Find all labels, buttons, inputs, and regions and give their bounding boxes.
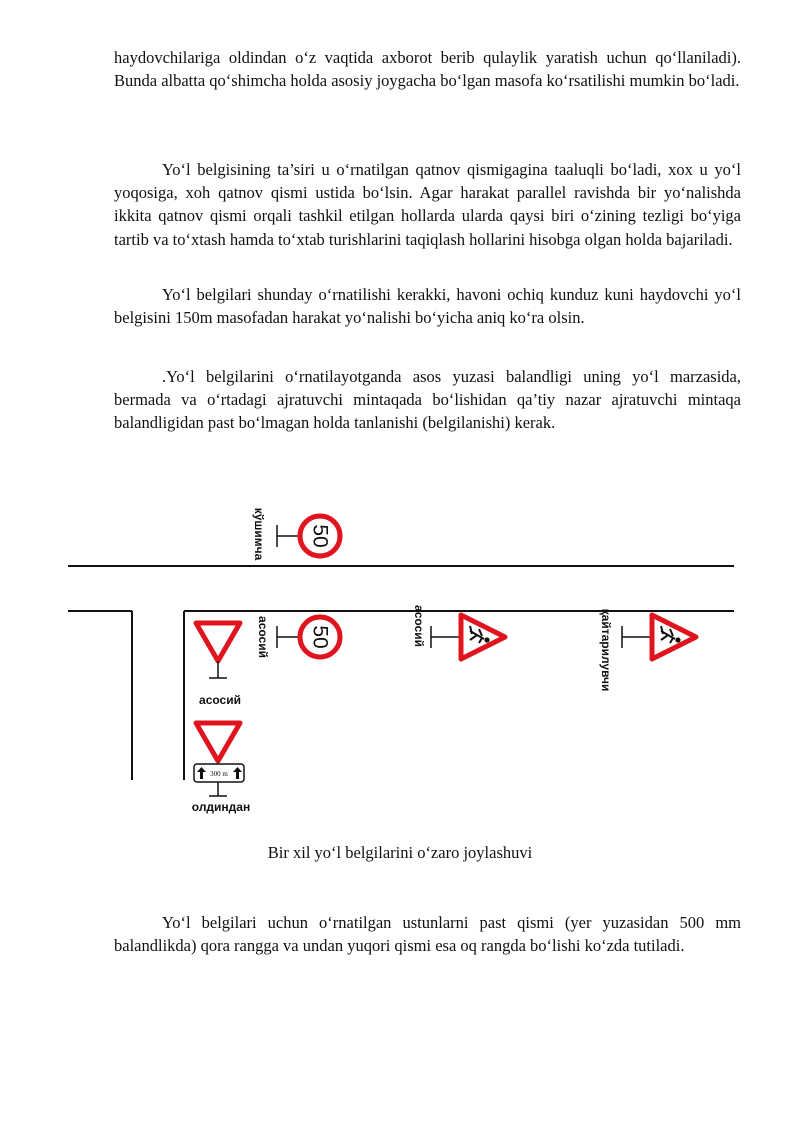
speed-value-label-main: 50	[308, 625, 332, 649]
road-works-sign-repeat	[599, 609, 696, 692]
paragraph-1: haydovchilariga oldindan o‘z vaqtida axborot berib qulaylik yaratish uchun qo‘llaniladi). Bunda albatta qo‘shimcha holda asosiy joygacha bo‘lgan masofa ko‘rsatilishi mumkin bo‘ladi.	[114, 48, 741, 91]
label-main-works: асосий	[412, 605, 426, 647]
yield-sign-advance	[192, 723, 250, 814]
plate-distance-label: 300 m	[210, 770, 228, 778]
yield-sign-main	[196, 623, 241, 707]
figure-caption: Bir xil yo‘l belgilarini o‘zaro joylashuvi	[267, 843, 533, 862]
label-repeat-works: қайтарилувчи	[599, 608, 613, 692]
paragraph-2: Yo‘l belgisining ta’siri u o‘rnatilgan qatnov qismigagina taaluqli bo‘ladi, xox u yo‘l yoqosiga, xoh qatnov qismi ustida bo‘lsin. Agar harakat parallel ravishda bir yo‘nalishda ikkita qatnov qismi orqali tashkil etilgan hollarda ularda qaysi biri o‘zining tezligi bo‘yiga tartib va to‘xtash hamda to‘xtab turishlarini taqiqlash hollarini hisobga olgan holda bajariladi.	[114, 160, 741, 249]
speed-limit-sign-main	[256, 616, 340, 658]
paragraph-5: Yo‘l belgilari uchun o‘rnatilgan ustunlarni past qismi (yer yuzasidan 500 mm balandlikda) qora rangga va undan yuqori qismi esa oq rangda bo‘lishi ko‘zda tutiladi.	[114, 913, 741, 956]
speed-value-label: 50	[308, 524, 332, 548]
paragraph-4: .Yo‘l belgilarini o‘rnatilayotganda asos yuzasi balandligi uning yo‘l marzasida, bermada va o‘rtadagi ajratuvchi mintaqada bo‘lishidan qa’tiy nazar ajratuvchi mintaqa balandligidan past bo‘lmagan holda tanlanishi (belgilanishi) kerak.	[114, 367, 741, 433]
label-yield-main: асосий	[199, 693, 241, 707]
road-sign-placement-diagram	[0, 490, 800, 830]
speed-limit-sign-additional	[252, 508, 340, 561]
paragraph-3: Yo‘l belgilari shunday o‘rnatilishi kerakki, havoni ochiq kunduz kuni haydovchi yo‘l belgisini 150m masofadan harakat yo‘nalishi bo‘yicha aniq ko‘ra olsin.	[114, 285, 741, 328]
label-main-speed: асосий	[256, 616, 270, 658]
road-works-sign-main	[412, 605, 505, 659]
label-yield-advance: олдиндан	[191, 800, 251, 814]
label-additional: кўшимча	[252, 507, 266, 561]
